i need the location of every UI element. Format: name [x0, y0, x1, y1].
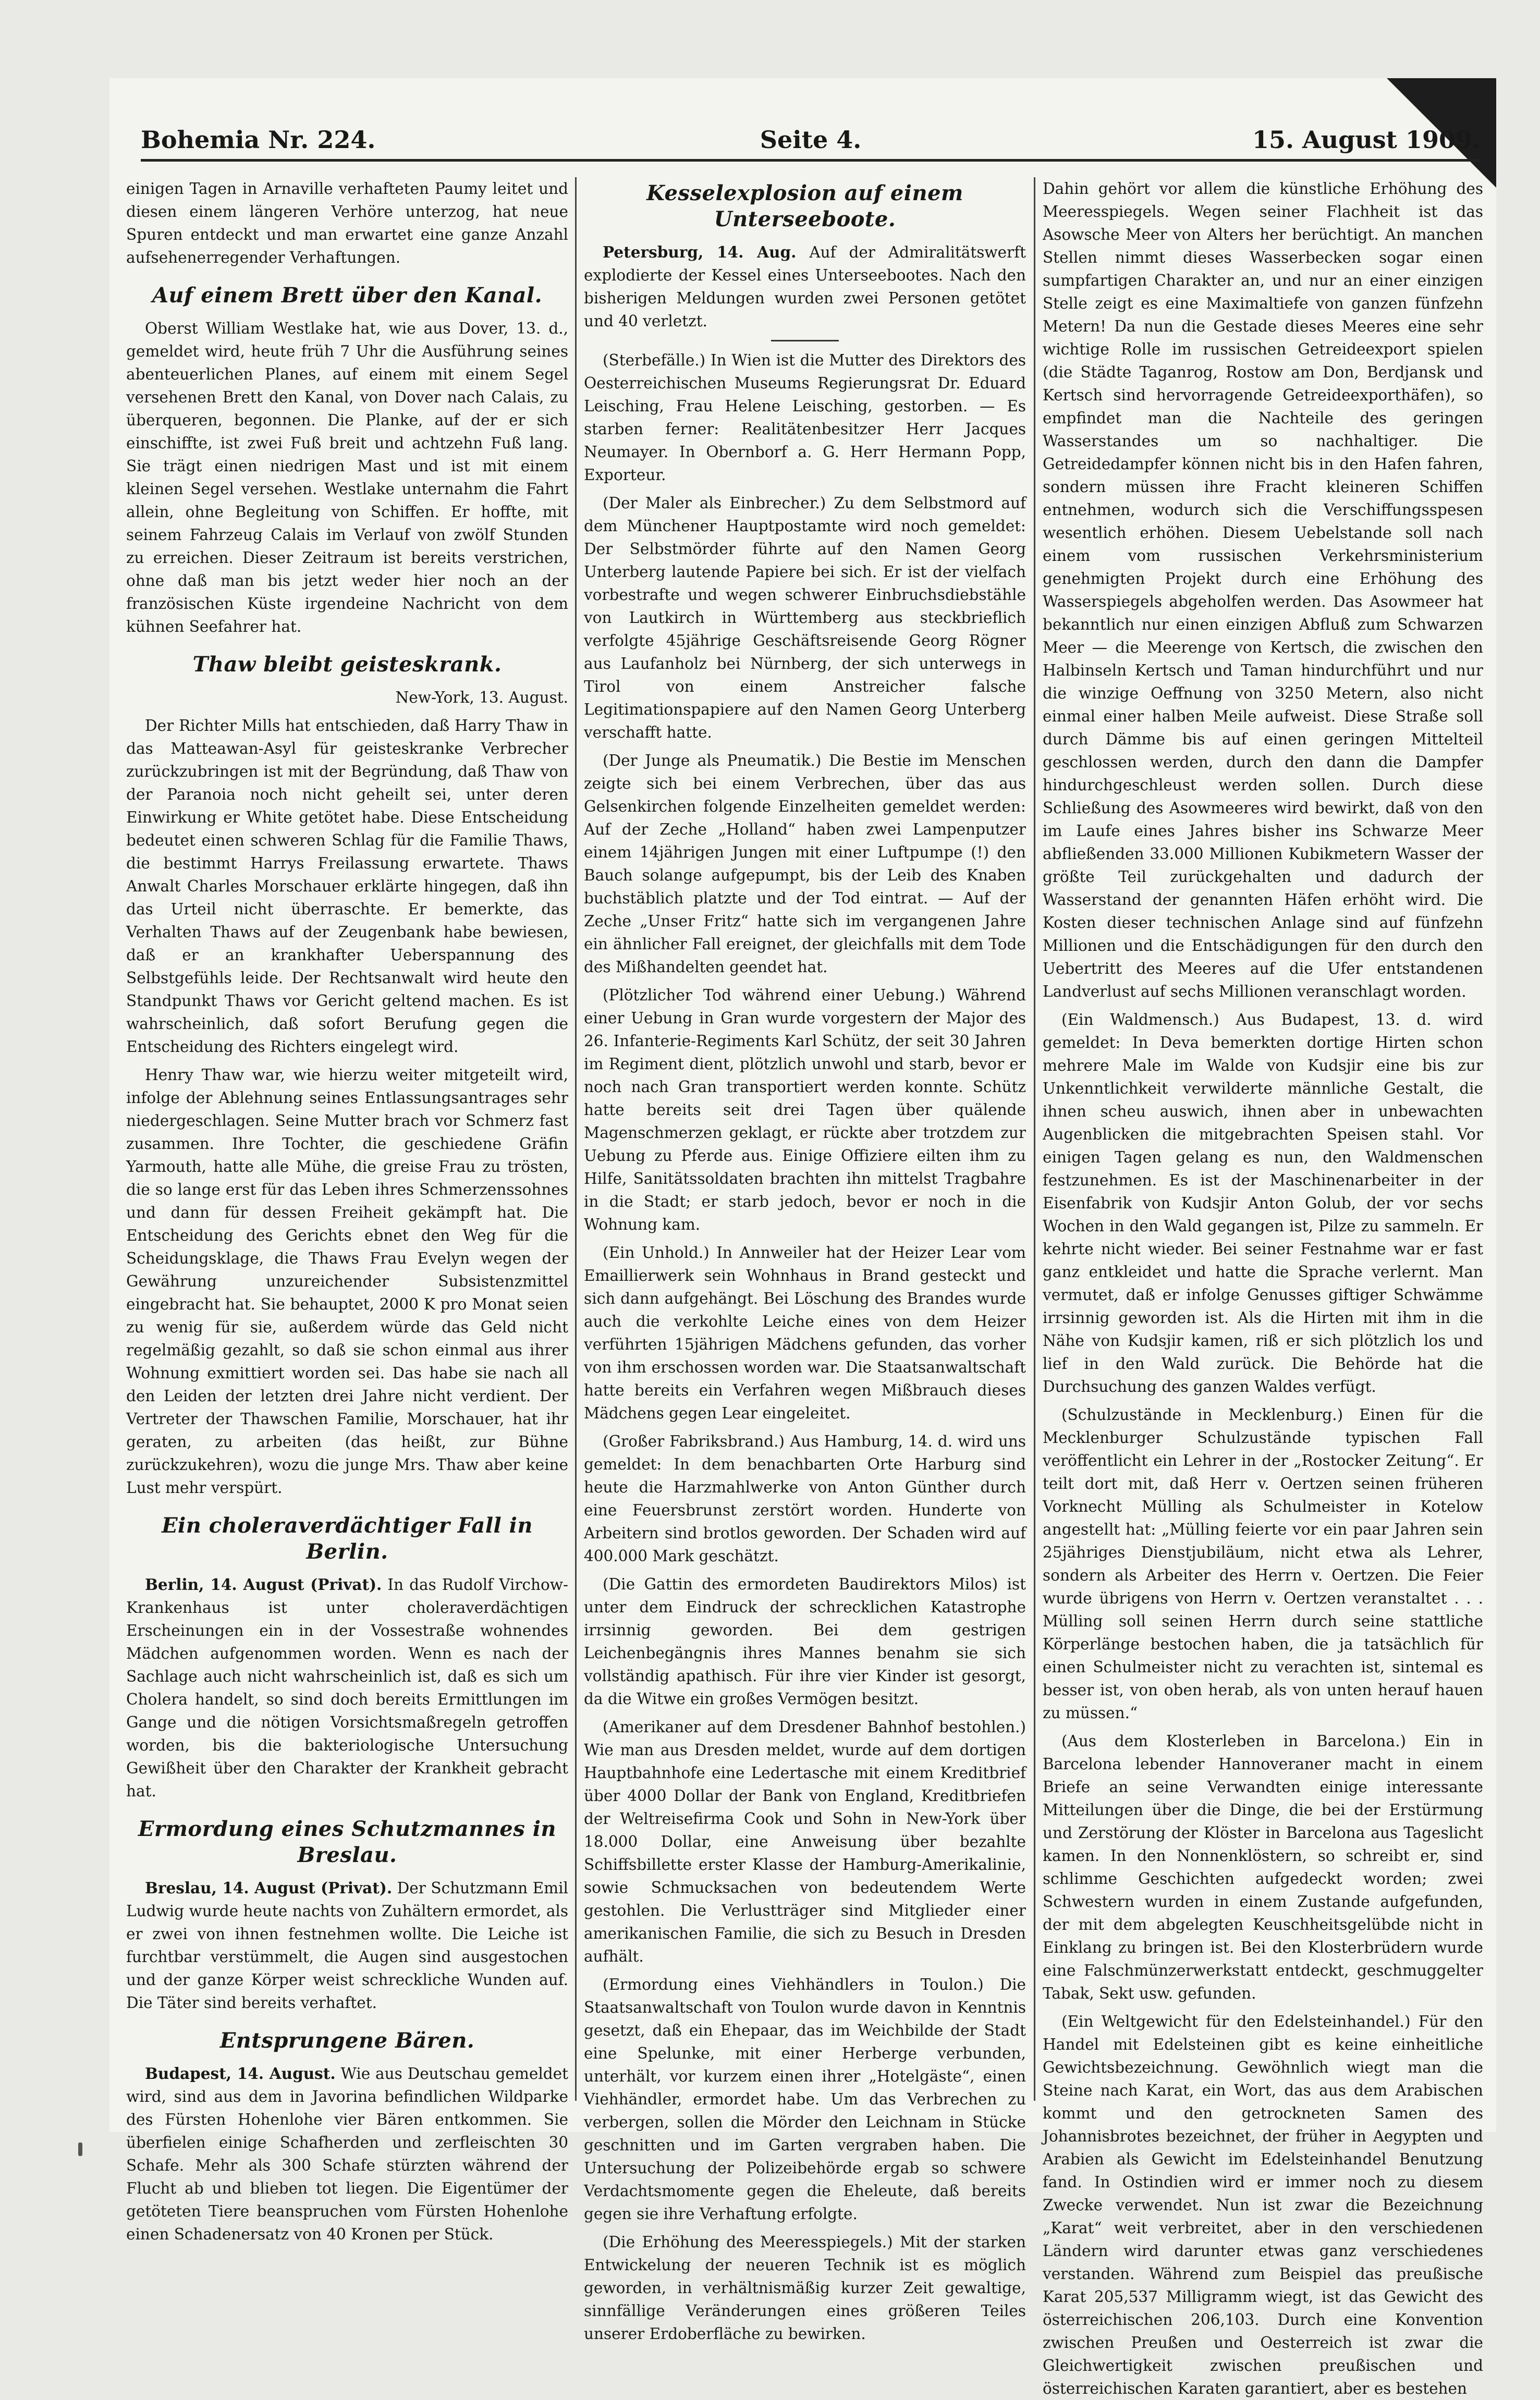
separator-line: [771, 340, 839, 341]
page-number: Seite 4.: [760, 126, 862, 154]
article-body: Henry Thaw war, wie hierzu weiter mitgeteilt wird, infolge der Ablehnung seines Entlassungsantrages sehr niedergeschlagen. Seine Mutter brach vor Schmerz fast zusammen. Ihre Tochter, die geschiedene Gräfin Yarmouth, hatte alle Mühe, die greise Frau zu trösten, die so lange erst für das Leben ihres Schmerzenssohnes und dann für dessen Freiheit gekämpft hat. Die Entscheidung des Gerichts ebnet den Weg für die Scheidungsklage, die Thaws Frau Evelyn wegen der Gewährung unzureichender Subsistenzmittel eingebracht hat. Sie behauptet, 2000 K pro Monat seien zu wenig für sie, außerdem würde das Geld nicht regelmäßig gezahlt, so daß sie schon einmal aus ihrer Wohnung exmittiert worden sei. Das habe sie nach all den Leiden der letzten drei Jahre nicht verdient. Der Vertreter der Thawschen Familie, Morschauer, hat ihr geraten, zu arbeiten (das heißt, zur Bühne zurückzukehren), wozu die junge Mrs. Thaw aber keine Lust mehr verspürt.: [126, 1066, 568, 1497]
scan-mark: [78, 2142, 82, 2156]
news-item: (Großer Fabriksbrand.) Aus Hamburg, 14. d. wird uns gemeldet: In dem benachbarten Orte Harburg sind heute die Harzmahlwerke von Anton Günther durch eine Feuersbrunst zerstört worden. Hunderte von Arbeitern sind brotlos geworden. Der Schaden wird auf 400.000 Mark geschätzt.: [584, 1432, 1026, 1565]
article-dateline: Budapest, 14. August.: [145, 2064, 336, 2083]
news-item: (Amerikaner auf dem Dresdener Bahnhof bestohlen.) Wie man aus Dresden meldet, wurde auf dem dortigen Hauptbahnhofe eine Ledertasche mit einem Kreditbrief über 4000 Dollar der Bank von England, Kreditbriefen der Weltreisefirma Cook und Sohn in New-York über 18.000 Dollar, eine Anweisung über bezahlte Schiffsbillette erster Klasse der Hamburg-Amerikalinie, sowie Schmucksachen von bedeutendem Werte gestohlen. Die Verlustträger sind Mitglieder einer amerikanischen Familie, die sich zu Besuch in Dresden aufhält.: [584, 1718, 1026, 1965]
article-headline: Auf einem Brett über den Kanal.: [152, 283, 543, 308]
article-body: In das Rudolf Virchow-Krankenhaus ist unter choleraverdächtigen Erscheinungen ein in der Vossestraße wohnendes Mädchen aufgenommen worden. Wenn es nach der Sachlage auch nicht wahrscheinlich ist, daß es sich um Cholera handelt, so sind doch bereits Ermittlungen im Gange und die nötigen Vorsichtsmaßregeln getroffen worden, bis die bakteriologische Untersuchung Gewißheit über den Charakter der Krankheit gebracht hat.: [126, 1576, 568, 1800]
article-body: Der Schutzmann Emil Ludwig wurde heute nachts von Zuhältern ermordet, als er zwei von ihnen festnehmen wollte. Die Leiche ist furchtbar verstümmelt, die Augen sind ausgestochen und der ganze Körper weist schreckliche Wunden auf. Die Täter sind bereits verhaftet.: [126, 1879, 568, 2012]
news-item: (Ein Waldmensch.) Aus Budapest, 13. d. wird gemeldet: In Deva bemerkten dortige Hirten schon mehrere Male im Walde von Kudsjir eine bis zur Unkenntlichkeit verwilderte männliche Gestalt, die ihnen scheu auswich, ihnen aber in unbewachten Augenblicken die mitgebrachten Speisen stahl. Vor einigen Tagen gelang es nun, den Waldmenschen festzunehmen. Es ist der Maschinenarbeiter in der Eisenfabrik von Kudsjir Anton Golub, der vor sechs Wochen in den Wald gegangen ist, Pilze zu sammeln. Er kehrte nicht wieder. Bei seiner Festnahme war er fast ganz entkleidet und hatte die Sprache verlernt. Man vermutet, daß er infolge Genusses giftiger Schwämme irrsinnig geworden ist. Als die Hirten mit ihm in die Nähe von Kudsjir kamen, riß er sich plötzlich los und lief in den Wald zurück. Die Behörde hat die Durchsuchung des ganzen Waldes verfügt.: [1043, 1011, 1483, 1395]
article-body: Der Richter Mills hat entschieden, daß Harry Thaw in das Matteawan-Asyl für geisteskranke Verbrecher zurückzubringen ist mit der Begründung, daß Thaw von der Paranoia noch nicht geheilt sei, unter deren Einwirkung er White getötet habe. Diese Entscheidung bedeutet einen schweren Schlag für die Familie Thaws, die bestimmt Harrys Freilassung erwartete. Thaws Anwalt Charles Morschauer erklärte hingegen, daß ihn das Urteil nicht überraschte. Er bemerkte, das Verhalten Thaws auf der Zeugenbank habe bewiesen, daß er an krankhafter Ueberspannung des Selbstgefühls leide. Der Rechtsanwalt wird heute den Standpunkt Thaws vor Gericht geltend machen. Es ist wahrscheinlich, daß sofort Berufung gegen die Entscheidung des Richters eingelegt wird.: [126, 717, 568, 1056]
article-dateline: New-York, 13. August.: [395, 689, 568, 706]
article-continuation: einigen Tagen in Arnaville verhafteten Paumy leitet und diesen einem längeren Verhöre unterzog, hat neue Spuren entdeckt und man erwartet eine ganze Anzahl aufsehenerregender Verhaftungen.: [126, 180, 568, 266]
article-headline: Ein choleraverdächtiger Fall in Berlin.: [162, 1513, 533, 1564]
article-headline: Thaw bleibt geisteskrank.: [192, 652, 502, 677]
news-item: (Die Erhöhung des Meeresspiegels.) Mit der starken Entwickelung der neueren Technik ist es möglich geworden, in verhältnismäßig kurzer Zeit gewaltige, sinnfällige Veränderungen eines größeren Teiles unserer Erdoberfläche zu bewirken.: [584, 2233, 1026, 2343]
news-item: Dahin gehört vor allem die künstliche Erhöhung des Meeresspiegels. Wegen seiner Flachheit ist das Asowsche Meer von Alters her berüchtigt. An manchen Stellen nimmt dieses Wasserbecken sogar einen sumpfartigen Charakter an, und nur an einer einzigen Stelle zeigt es eine Maximaltiefe von ganzen fünfzehn Metern! Da nun die Gestade dieses Meeres eine sehr wichtige Rolle im russischen Getreideexport spielen (die Städte Taganrog, Rostow am Don, Berdjansk und Kertsch sind hervorragende Getreideexporthäfen), so empfindet man die Nachteile des geringen Wasserstandes um so nachhaltiger. Die Getreidedampfer können nicht bis in den Hafen fahren, sondern müssen ihre Fracht kleineren Schiffen entnehmen, wodurch sich die Verschiffungsspesen wesentlich erhöhen. Diesem Uebelstande soll nach einem vom russischen Verkehrsministerium genehmigten Projekt durch eine Erhöhung des Wasserspiegels abgeholfen werden. Das Asowmeer hat bekanntlich nur einen einzigen Abfluß zum Schwarzen Meer — die Meerenge von Kertsch, die zwischen den Halbinseln Kertsch und Taman hindurchführt und nur die winzige Oeffnung von 3250 Metern, also nicht einmal einer halben Meile aufweist. Diese Straße soll durch Dämme bis auf einen geringen Mittelteil geschlossen werden, durch den dann die Dampfer hindurchgeschleust werden sollen. Durch diese Schließung des Asowmeeres wird bewirkt, daß von den im Laufe eines Jahres bisher ins Schwarze Meer abfließenden 33.000 Millionen Kubikmetern Wasser der größte Teil zurückgehalten und dadurch der Wasserstand der genannten Häfen erhöht wird. Die Kosten dieser technischen Anlage sind auf fünfzehn Millionen und die Entschädigungen für den durch den Uebertritt des Meeres auf die Ufer entstandenen Landverlust auf sechs Millionen veranschlagt worden.: [1043, 180, 1483, 1000]
column-2: [584, 177, 1026, 2343]
column-1: [126, 177, 568, 2243]
page-header: [141, 123, 1481, 162]
article-headline: Kesselexplosion auf einem Unterseeboote.: [646, 181, 963, 231]
issue-date: 15. August 1909.: [1252, 126, 1481, 154]
column-divider: [1034, 177, 1035, 2101]
news-item: (Ermordung eines Viehhändlers in Toulon.) Die Staatsanwaltschaft von Toulon wurde davon in Kenntnis gesetzt, daß ein Ehepaar, das im Weichbilde der Stadt eine Spelunke, mit einer Herberge verbunden, unterhält, vor kurzem einen ihrer „Hotelgäste“, einen Viehhändler, ermordet habe. Um das Verbrechen zu verbergen, sollen die Mörder den Leichnam in Stücke geschnitten und im Garten vergraben haben. Die Untersuchung der Polizeibehörde ergab so schwere Verdachtsmomente gegen die Eheleute, daß bereits gegen sie ihre Verhaftung erfolgte.: [584, 1976, 1026, 2223]
news-item: (Aus dem Klosterleben in Barcelona.) Ein in Barcelona lebender Hannoveraner macht in einem Briefe an seine Verwandten einige interessante Mitteilungen über die Dinge, die bei der Erstürmung und Zerstörung der Klöster in Barcelona aus Tageslicht kamen. In den Nonnenklöstern, so schreibt er, sind schlimme Geschichten aufgedeckt worden; zwei Schwestern wurden in einem Zustande aufgefunden, der mit dem abgelegten Keuschheitsgelübde nicht in Einklang zu bringen ist. Bei den Klosterbrüdern wurde eine Falschmünzerwerkstatt entdeckt, geschmuggelter Tabak, Sekt usw. gefunden.: [1043, 1732, 1483, 2002]
column-3: [1043, 177, 1483, 2397]
article-dateline: Petersburg, 14. Aug.: [603, 243, 797, 261]
news-item: (Die Gattin des ermordeten Baudirektors Milos) ist unter dem Eindruck der schrecklichen Katastrophe irrsinnig geworden. Bei dem gestrigen Leichenbegängnis ihres Mannes benahm sie sich vollständig apathisch. Für ihre vier Kinder ist gesorgt, da die Witwe ein großes Vermögen besitzt.: [584, 1575, 1026, 1708]
article-dateline: Berlin, 14. August (Privat).: [145, 1575, 382, 1594]
article-body: Auf der Admiralitätswerft explodierte der Kessel eines Unterseebootes. Nach den bisherigen Meldungen wurden zwei Personen getötet und 40 verletzt.: [584, 243, 1026, 330]
news-item: (Der Maler als Einbrecher.) Zu dem Selbstmord auf dem Münchener Hauptpostamte wird noch gemeldet: Der Selbstmörder führte auf den Namen Georg Unterberg lautende Papiere bei sich. Er ist der vielfach vorbestrafte und wegen schwerer Einbruchsdiebstähle von Lautkirch in Württemberg aus steckbrieflich verfolgte 45jährige Geschäftsreisende Georg Rögner aus Laufanholz bei Nürnberg, der sich unterwegs in Tirol von einem Anstreicher falsche Legitimationspapiere auf den Namen Georg Unterberg verschafft hatte.: [584, 494, 1026, 741]
paper-issue: Bohemia Nr. 224.: [141, 126, 376, 154]
article-body: Wie aus Deutschau gemeldet wird, sind aus dem in Javorina befindlichen Wildparke des Fürsten Hohenlohe vier Bären entkommen. Sie überfielen einige Schafherden und zerfleischten 30 Schafe. Mehr als 300 Schafe stürzten während der Flucht ab und blieben tot liegen. Die Eigentümer der getöteten Tiere beanspruchen vom Fürsten Hohenlohe einen Schadenersatz von 40 Kronen per Stück.: [126, 2065, 568, 2243]
newspaper-page: [109, 78, 1496, 2397]
article-body: Oberst William Westlake hat, wie aus Dover, 13. d., gemeldet wird, heute früh 7 Uhr die Ausführung seines abenteuerlichen Planes, auf einem mit einem Segel versehenen Brett den Kanal, von Dover nach Calais, zu überqueren, begonnen. Die Planke, auf der er sich einschiffte, ist zwei Fuß breit und achtzehn Fuß lang. Sie trägt einen niedrigen Mast und ist mit einem kleinen Segel versehen. Westlake unternahm die Fahrt allein, ohne Begleitung von Schiffen. Er hoffte, mit seinem Fahrzeug Calais im Verlauf von zwölf Stunden zu erreichen. Dieser Zeitraum ist bereits verstrichen, ohne daß man bis jetzt weder hier noch an der französischen Küste irgendeine Nachricht von dem kühnen Seefahrer hat.: [126, 320, 568, 635]
news-item: (Plötzlicher Tod während einer Uebung.) Während einer Uebung in Gran wurde vorgestern der Major des 26. Infanterie-Regiments Karl Schütz, der seit 30 Jahren im Regiment dient, plötzlich unwohl und starb, bevor er noch nach Gran transportiert werden konnte. Schütz hatte bereits seit drei Tagen über quälende Magenschmerzen geklagt, er rückte aber trotzdem zur Uebung zu Pferde aus. Einige Offiziere eilten ihm zu Hilfe, Sanitätssoldaten brachten ihn mittelst Tragbahre in die Stadt; er starb jedoch, bevor er noch in die Wohnung kam.: [584, 986, 1026, 1233]
article-headline: Ermordung eines Schutzmannes in Breslau.: [138, 1817, 556, 1867]
column-divider: [575, 177, 577, 2101]
news-item: (Ein Weltgewicht für den Edelsteinhandel.) Für den Handel mit Edelsteinen gibt es keine einheitliche Gewichtsbezeichnung. Gewöhnlich wiegt man die Steine nach Karat, ein Wort, das aus dem Arabischen kommt und den getrockneten Samen des Johannisbrotes bezeichnet, der früher in Aegypten und Arabien als Gewicht im Edelsteinhandel Benutzung fand. In Ostindien wird er immer noch zu diesem Zwecke verwendet. Nun ist zwar die Bezeichnung „Karat“ weit verbreitet, aber in den verschiedenen Ländern wird darunter etwas ganz verschiedenes verstanden. Während zum Beispiel das preußische Karat 205,537 Milligramm wiegt, ist das Gewicht des österreichischen 206,103. Durch eine Konvention zwischen Preußen und Oesterreich ist zwar die Gleichwertigkeit zwischen preußischen und österreichischen Karaten garantiert, aber es bestehen: [1043, 2013, 1483, 2397]
news-item: (Der Junge als Pneumatik.) Die Bestie im Menschen zeigte sich bei einem Verbrechen, über das aus Gelsenkirchen folgende Einzelheiten gemeldet werden: Auf der Zeche „Holland“ haben zwei Lampenputzer einem 14jährigen Jungen mit einer Luftpumpe (!) den Bauch solange aufgepumpt, bis der Leib des Knaben buchstäblich platzte und der Tod eintrat. — Auf der Zeche „Unser Fritz“ hatte sich im vergangenen Jahre ein ähnlicher Fall ereignet, der gleichfalls mit dem Tode des Mißhandelten geendet hat.: [584, 752, 1026, 976]
article-dateline: Breslau, 14. August (Privat).: [145, 1879, 393, 1897]
news-item: (Schulzustände in Mecklenburg.) Einen für die Mecklenburger Schulzustände typischen Fall veröffentlicht ein Lehrer in der „Rostocker Zeitung“. Er teilt dort mit, daß Herr v. Oertzen seinen früheren Vorknecht Mülling als Schulmeister in Kotelow angestellt hat: „Mülling feierte vor ein paar Jahren sein 25jähriges Dienstjubiläum, nicht etwa als Lehrer, sondern als Arbeiter des Herrn v. Oertzen. Die Feier wurde übrigens von Herrn v. Oertzen veranstaltet . . . Mülling soll seinen Herrn durch seine stattliche Körperlänge bestochen haben, die ja tatsächlich für einen Schulmeister nicht zu verachten ist, sintemal es besser ist, von oben herab, als von unten herauf hauen zu müssen.“: [1043, 1406, 1483, 1722]
article-headline: Entsprungene Bären.: [219, 2028, 475, 2053]
news-item: (Ein Unhold.) In Annweiler hat der Heizer Lear vom Emaillierwerk sein Wohnhaus in Brand gesteckt und sich dann aufgehängt. Bei Löschung des Brandes wurde auch die verkohlte Leiche eines von dem Heizer verführten 15jährigen Mädchens gefunden, das vorher von ihm erschossen worden war. Die Staatsanwaltschaft hatte bereits ein Verfahren wegen Mißbrauch dieses Mädchens gegen Lear eingeleitet.: [584, 1244, 1026, 1422]
news-item: (Sterbefälle.) In Wien ist die Mutter des Direktors des Oesterreichischen Museums Regierungsrat Dr. Eduard Leisching, Frau Helene Leisching, gestorben. — Es starben ferner: Realitätenbesitzer Herr Jacques Neumayer. In Obernborf a. G. Herr Hermann Popp, Exporteur.: [584, 351, 1026, 484]
